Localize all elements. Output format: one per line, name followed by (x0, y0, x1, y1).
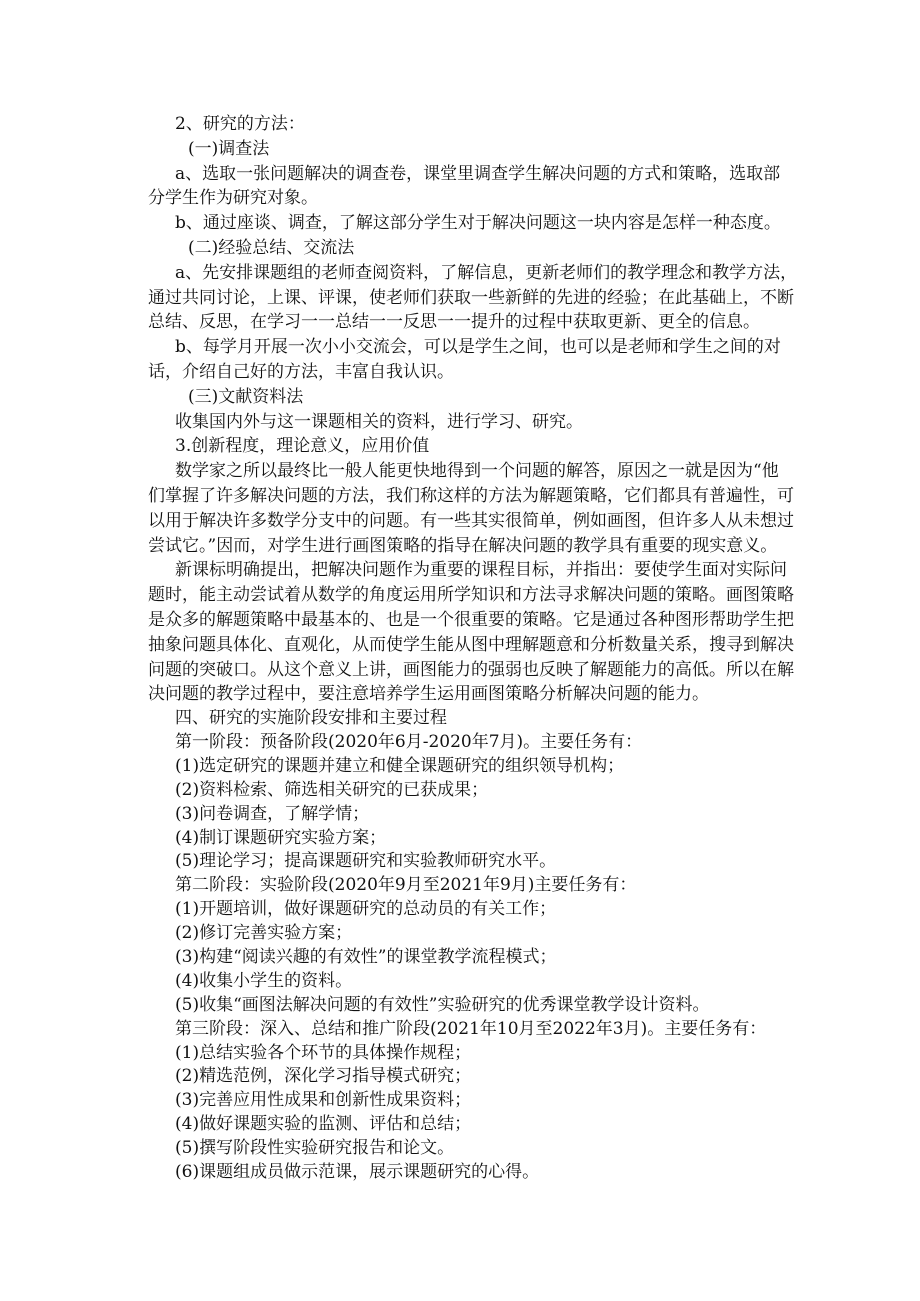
text-line: (二)经验总结、交流法 (188, 237, 355, 258)
text-line: (1)开题培训，做好课题研究的总动员的有关工作； (175, 899, 557, 920)
text-line: a、选取一张问题解决的调查卷，课堂里调查学生解决问题的方式和策略，选取部 (175, 163, 781, 184)
text-line: (6)课题组成员做示范课，展示课题研究的心得。 (175, 1162, 540, 1183)
text-line: (5)理论学习；提高课题研究和实验教师研究水平。 (175, 851, 557, 872)
text-line: b、每学月开展一次小小交流会，可以是学生之间，也可以是老师和学生之间的对 (175, 337, 781, 358)
text-line: (5)收集“画图法解决问题的有效性”实验研究的优秀课堂教学设计资料。 (175, 994, 710, 1015)
text-line: 以用于解决许多数学分支中的问题。有一些其实很简单，例如画图，但许多人从未想过 (148, 510, 794, 531)
text-line: 四、研究的实施阶段安排和主要过程 (175, 708, 447, 729)
text-line: 总结、反思，在学习一一总结一一反思一一提升的过程中获取更新、更全的信息。 (148, 312, 760, 333)
document-body (148, 112, 798, 1185)
text-line: (三)文献资料法 (188, 386, 304, 407)
text-line: 决问题的教学过程中，要注意培养学生运用画图策略分析解决问题的能力。 (148, 684, 709, 705)
text-line: 问题的突破口。从这个意义上讲，画图能力的强弱也反映了解题能力的高低。所以在解 (148, 659, 794, 680)
text-line: 尝试它。”因而，对学生进行画图策略的指导在解决问题的教学具有重要的现实意义。 (148, 535, 778, 556)
text-line: 第一阶段：预备阶段(2020年6月-2020年7月)。主要任务有： (175, 732, 643, 753)
text-line: 是众多的解题策略中最基本的、也是一个很重要的策略。它是通过各种图形帮助学生把 (148, 609, 794, 630)
text-line: (2)精选范例，深化学习指导模式研究； (175, 1066, 472, 1087)
text-line: (4)做好课题实验的监测、评估和总结； (175, 1114, 472, 1135)
text-line: 新课标明确提出，把解决问题作为重要的课程目标，并指出：要使学生面对实际问 (175, 560, 787, 581)
text-line: 通过共同讨论，上课、评课，使老师们获取一些新鲜的先进的经验；在此基础上，不断 (148, 287, 794, 308)
text-line: 第二阶段：实验阶段(2020年9月至2021年9月)主要任务有： (175, 875, 637, 896)
text-line: 们掌握了许多解决问题的方法，我们称这样的方法为解题策略，它们都具有普遍性，可 (148, 485, 794, 506)
text-line: (3)构建“阅读兴趣的有效性”的课堂教学流程模式； (175, 947, 557, 968)
text-line: (2)修订完善实验方案； (175, 923, 353, 944)
text-line: 分学生作为研究对象。 (148, 188, 318, 209)
text-line: 话，介绍自己好的方法，丰富自我认识。 (148, 361, 454, 382)
text-line: 第三阶段：深入、总结和推广阶段(2021年10月至2022年3月)。主要任务有： (175, 1018, 767, 1039)
text-line: (一)调查法 (188, 138, 270, 159)
text-line: (1)总结实验各个环节的具体操作规程； (175, 1042, 472, 1063)
text-line: (3)问卷调查，了解学情； (175, 803, 370, 824)
text-line: 抽象问题具体化、直观化，从而使学生能从图中理解题意和分析数量关系，搜寻到解决 (148, 634, 794, 655)
text-line: (2)资料检索、筛选相关研究的已获成果； (175, 779, 489, 800)
text-line: (4)收集小学生的资料。 (175, 970, 353, 991)
text-line: 收集国内外与这一课题相关的资料，进行学习、研究。 (175, 411, 583, 432)
text-line: (1)选定研究的课题并建立和健全课题研究的组织领导机构； (175, 755, 625, 776)
text-line: 2、研究的方法： (175, 114, 305, 134)
text-line: 题时，能主动尝试着从数学的角度运用所学知识和方法寻求解决问题的策略。画图策略 (148, 585, 794, 606)
text-line: 数学家之所以最终比一般人能更快地得到一个问题的解答，原因之一就是因为“他 (175, 461, 779, 482)
text-line: (3)完善应用性成果和创新性成果资料； (175, 1090, 472, 1111)
text-line: a、先安排课题组的老师查阅资料，了解信息，更新老师们的教学理念和教学方法， (175, 262, 798, 283)
text-line: b、通过座谈、调查，了解这部分学生对于解决问题这一块内容是怎样一种态度。 (175, 213, 781, 234)
text-line: (5)撰写阶段性实验研究报告和论文。 (175, 1138, 455, 1159)
text-line: 3.创新程度，理论意义，应用价值 (175, 436, 430, 457)
text-line: (4)制订课题研究实验方案； (175, 827, 387, 848)
